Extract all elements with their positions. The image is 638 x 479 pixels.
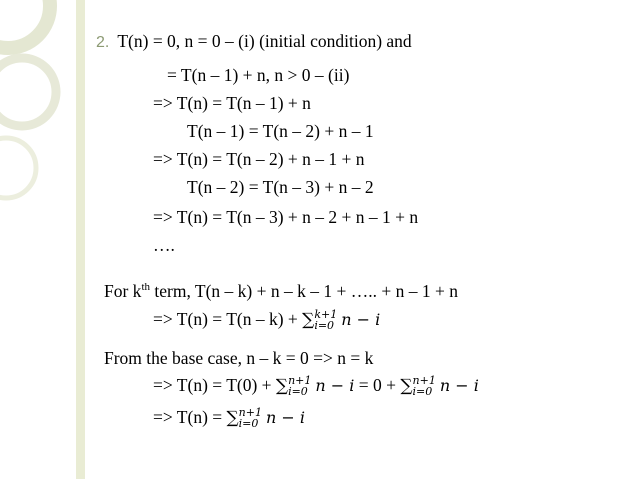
line-3: => T(n) = T(n – 1) + n xyxy=(153,93,311,113)
line-11: From the base case, n – k = 0 => n = k xyxy=(104,348,374,368)
summation-symbol: ∑ xyxy=(302,310,315,330)
decorative-circles xyxy=(0,0,110,479)
line-8: …. xyxy=(153,235,175,255)
line-5: => T(n) = T(n – 2) + n – 1 + n xyxy=(153,149,365,169)
line-13: => T(n) = ∑ n+1 i=0 n − i xyxy=(153,405,305,430)
summation-symbol: ∑ xyxy=(275,376,289,396)
summation-symbol: ∑ xyxy=(400,376,413,396)
line-10: => T(n) = T(n – k) + ∑ k+1 i=0 n − i xyxy=(153,307,381,332)
summation-symbol: ∑ xyxy=(226,408,239,428)
line-4: T(n – 1) = T(n – 2) + n – 1 xyxy=(187,121,374,141)
line-1: 2. T(n) = 0, n = 0 – (i) (initial condition) and xyxy=(96,31,412,51)
line-9: For $k^{th}$ term, T(n – k) + n – k – 1 + ….. + n – 1 + n xyxy=(104,280,458,301)
line-6: T(n – 2) = T(n – 3) + n – 2 xyxy=(187,177,374,197)
line-2: = T(n – 1) + n, n > 0 – (ii) xyxy=(167,65,350,85)
side-accent-bar xyxy=(76,0,85,479)
line-7: => T(n) = T(n – 3) + n – 2 + n – 1 + n xyxy=(153,207,419,227)
list-number: 2. xyxy=(96,34,110,51)
line-12: => T(n) = T(0) + ∑ n+1 i=0 n − i = 0 + ∑ n+1 i=0 n − i xyxy=(153,373,479,398)
